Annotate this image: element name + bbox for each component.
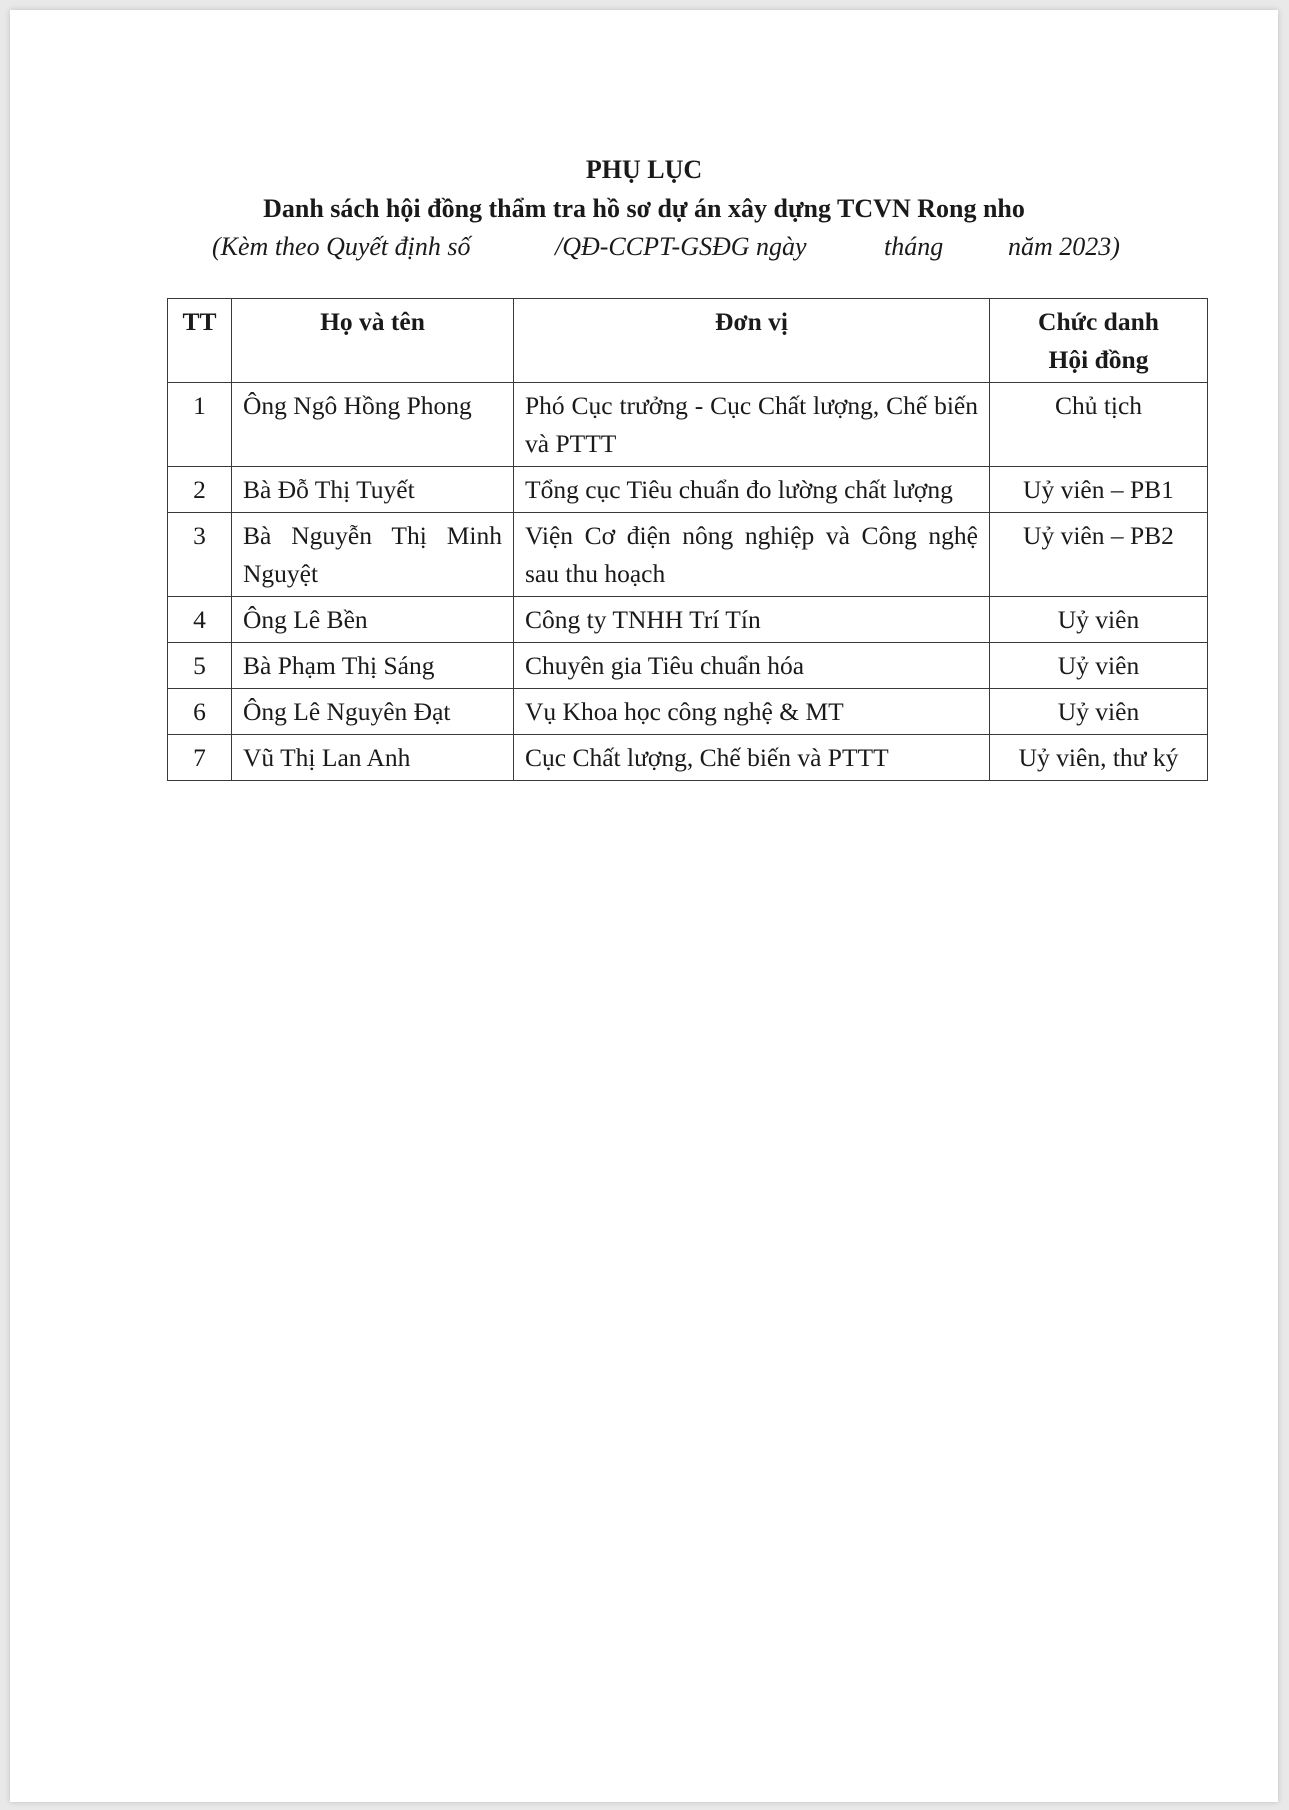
cell-unit: Cục Chất lượng, Chế biến và PTTT (514, 735, 990, 781)
cell-role: Uỷ viên (990, 597, 1208, 643)
cell-name: Ông Lê Nguyên Đạt (232, 689, 514, 735)
decision-reference-part-3: tháng (884, 232, 944, 261)
cell-tt: 4 (168, 597, 232, 643)
decision-reference (10, 231, 1278, 263)
table-row (168, 643, 1208, 689)
table-row (168, 383, 1208, 467)
table-row (168, 735, 1208, 781)
decision-reference-part-4: năm 2023) (1008, 232, 1120, 261)
council-members-table (167, 298, 1208, 781)
cell-tt: 1 (168, 383, 232, 467)
cell-unit: Chuyên gia Tiêu chuẩn hóa (514, 643, 990, 689)
header-unit: Đơn vị (514, 299, 990, 383)
cell-role: Uỷ viên, thư ký (990, 735, 1208, 781)
cell-role: Uỷ viên (990, 689, 1208, 735)
cell-name: Ông Lê Bền (232, 597, 514, 643)
decision-reference-part-1: (Kèm theo Quyết định số (212, 232, 471, 261)
cell-name: Vũ Thị Lan Anh (232, 735, 514, 781)
cell-tt: 3 (168, 513, 232, 597)
cell-role: Uỷ viên – PB2 (990, 513, 1208, 597)
page-title: PHỤ LỤC (585, 155, 703, 184)
cell-role: Uỷ viên – PB1 (990, 467, 1208, 513)
header-role: Chức danh Hội đồng (990, 299, 1208, 383)
cell-role: Chủ tịch (990, 383, 1208, 467)
cell-unit: Phó Cục trưởng - Cục Chất lượng, Chế biến và PTTT (514, 383, 990, 467)
table-row (168, 467, 1208, 513)
cell-unit: Vụ Khoa học công nghệ & MT (514, 689, 990, 735)
cell-name: Bà Phạm Thị Sáng (232, 643, 514, 689)
cell-name: Ông Ngô Hồng Phong (232, 383, 514, 467)
cell-unit: Tổng cục Tiêu chuẩn đo lường chất lượng (514, 467, 990, 513)
cell-name: Bà Đỗ Thị Tuyết (232, 467, 514, 513)
cell-tt: 2 (168, 467, 232, 513)
cell-tt: 5 (168, 643, 232, 689)
document-page (10, 10, 1278, 1802)
cell-name: Bà Nguyễn Thị Minh Nguyệt (232, 513, 514, 597)
decision-reference-part-2: /QĐ-CCPT-GSĐG ngày (555, 232, 807, 261)
page-subtitle: Danh sách hội đồng thẩm tra hồ sơ dự án xây dựng TCVN Rong nho (263, 194, 1025, 223)
header-tt: TT (168, 299, 232, 383)
cell-unit: Công ty TNHH Trí Tín (514, 597, 990, 643)
header-name: Họ và tên (232, 299, 514, 383)
table-header-row (168, 299, 1208, 383)
cell-unit: Viện Cơ điện nông nghiệp và Công nghệ sau thu hoạch (514, 513, 990, 597)
table-row (168, 597, 1208, 643)
cell-role: Uỷ viên (990, 643, 1208, 689)
cell-tt: 6 (168, 689, 232, 735)
table-row (168, 689, 1208, 735)
cell-tt: 7 (168, 735, 232, 781)
table-row (168, 513, 1208, 597)
